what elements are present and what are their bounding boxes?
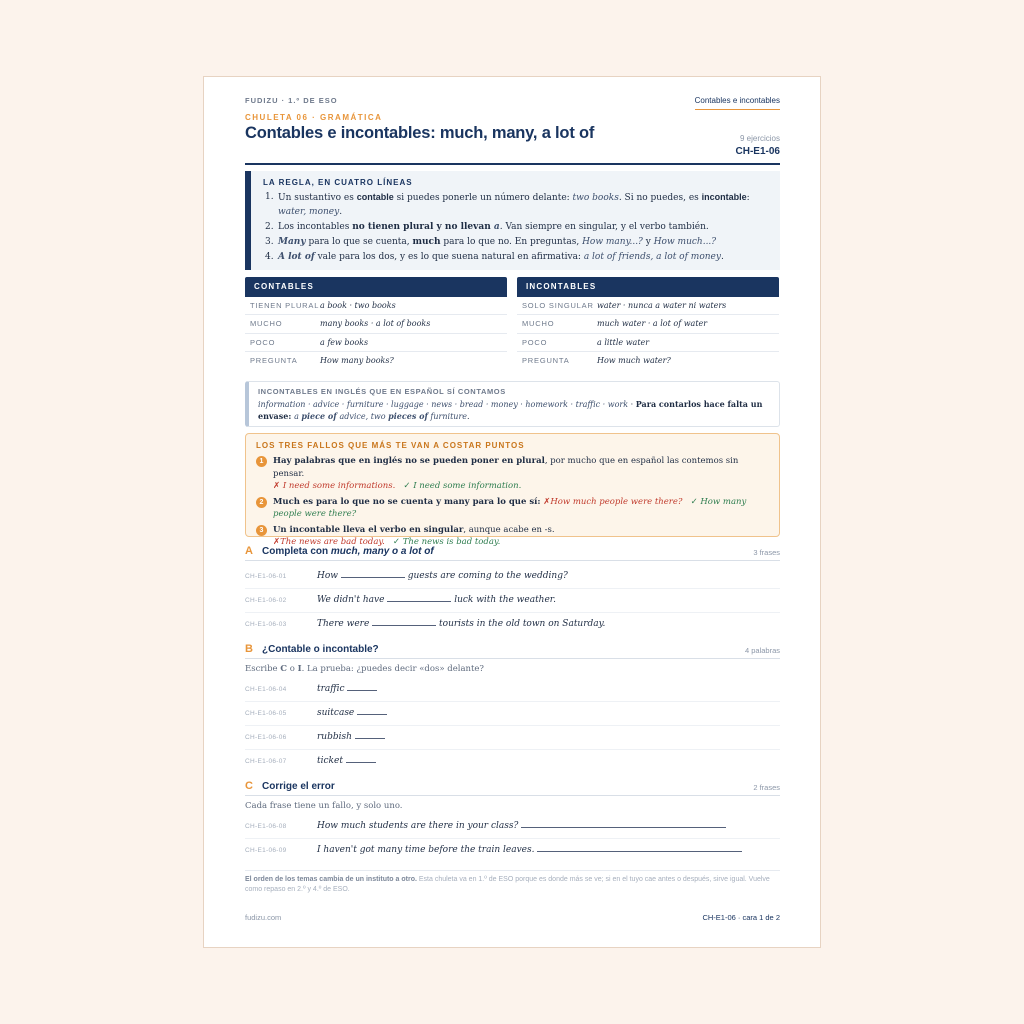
section-letter: B	[245, 643, 253, 655]
header-divider	[245, 163, 780, 165]
footer-note: El orden de los temas cambia de un instituto a otro. Esta chuleta va en 1.º de ESO porque es donde más se ve; si en el tuyo cae antes o después, sirve igual. Vuelve como repaso en 2.º y 4.º de ESO.	[245, 870, 780, 895]
brand-label: FUDIZU · 1.º DE ESO	[245, 96, 338, 105]
answer-blank[interactable]	[355, 731, 385, 739]
sheet-code: CH-E1-06	[735, 146, 780, 157]
rule-list	[263, 191, 768, 264]
section-letter: A	[245, 545, 253, 557]
table-row: TIENEN PLURAL a book · two books	[245, 297, 507, 315]
exercise-row: CH-E1-06-08 How much students are there in your class?	[245, 815, 780, 839]
worksheet-page	[203, 76, 821, 948]
table-row: MUCHO many books · a lot of books	[245, 315, 507, 333]
check-icon: ✓	[392, 537, 401, 547]
number-badge: 3	[256, 525, 267, 536]
answer-blank[interactable]	[357, 707, 387, 715]
section-a-header	[245, 545, 780, 561]
countables-heading: CONTABLES	[245, 277, 507, 297]
exercise-row: CH-E1-06-07 ticket	[245, 750, 780, 774]
note-text: information · advice · furniture · luggage · news · bread · money · homework · traffic · work · Para contarlos hace falta un envase: a piece of advice, two pieces of furniture.	[258, 399, 763, 421]
answer-blank[interactable]	[387, 594, 451, 602]
rule-box	[245, 171, 780, 270]
error-item: 1 Hay palabras que en inglés no se pueden poner en plural, por mucho que en español las contemos sin pensar. ✗ I need some informations. ✓ I need some information.	[256, 455, 769, 493]
common-errors-box	[245, 433, 780, 547]
error-item: 2 Much es para lo que no se cuenta y many para lo que sí: ✗How much people were there? ✓ How many people were there?	[256, 496, 769, 521]
section-title: ¿Contable o incontable?	[262, 644, 379, 655]
section-instructions: Cada frase tiene un fallo, y solo uno.	[245, 801, 403, 811]
uncountables-note	[245, 381, 780, 427]
section-count: 2 frases	[753, 783, 780, 792]
section-instructions: Escribe C o I. La prueba: ¿puedes decir «dos» delante?	[245, 664, 484, 674]
section-b-header	[245, 643, 780, 659]
sheet-kicker: CHULETA 06 · GRAMÁTICA	[245, 113, 383, 122]
table-row: PREGUNTA How much water?	[522, 355, 671, 365]
cross-icon: ✗	[273, 537, 281, 547]
rule-item: 3. Many para lo que se cuenta, much para lo que no. En preguntas, How many...? y How much...?	[265, 236, 717, 247]
uncountables-heading: INCONTABLES	[517, 277, 779, 297]
rule-item: 2. Los incontables no tienen plural y no llevan a. Van siempre en singular, y el verbo también.	[265, 221, 709, 232]
number-badge: 2	[256, 497, 267, 508]
section-count: 4 palabras	[744, 646, 780, 655]
note-heading: INCONTABLES EN INGLÉS QUE EN ESPAÑOL SÍ CONTAMOS	[258, 387, 506, 396]
table-row: POCO a few books	[245, 334, 507, 352]
page-header	[245, 96, 780, 108]
exercise-row: CH-E1-06-05 suitcase	[245, 702, 780, 726]
countables-table	[245, 277, 507, 370]
exercise-row: CH-E1-06-09 I haven't got many time before the train leaves.	[245, 839, 780, 863]
table-row: SOLO SINGULAR water · nunca a water ni waters	[517, 297, 779, 315]
check-icon: ✓	[690, 496, 698, 507]
rule-item: 1. Un sustantivo es contable si puedes ponerle un número delante: two books. Si no puedes, es incontable: water, money.	[265, 192, 750, 217]
section-c-header	[245, 780, 780, 796]
rule-heading: LA REGLA, EN CUATRO LÍNEAS	[263, 178, 413, 187]
topic-link[interactable]: Contables e incontables	[695, 96, 780, 110]
rule-item: 4. A lot of vale para los dos, y es lo que suena natural en afirmativa: a lot of friends, a lot of money.	[265, 251, 724, 262]
cross-icon: ✗	[543, 496, 551, 507]
exercise-row: CH-E1-06-03 There were tourists in the old town on Saturday.	[245, 619, 606, 629]
answer-blank[interactable]	[347, 683, 377, 691]
answer-blank[interactable]	[346, 755, 376, 763]
exercise-row: CH-E1-06-04 traffic	[245, 678, 780, 702]
cross-icon: ✗	[273, 481, 281, 491]
exercise-count: 9 ejercicios	[739, 134, 780, 143]
errors-heading: LOS TRES FALLOS QUE MÁS TE VAN A COSTAR PUNTOS	[256, 441, 525, 450]
exercise-row: CH-E1-06-02 We didn't have luck with the weather.	[245, 589, 780, 613]
section-title: Completa con much, many o a lot of	[262, 546, 434, 557]
site-link[interactable]: fudizu.com	[245, 913, 282, 922]
exercise-row: CH-E1-06-01 How guests are coming to the wedding?	[245, 565, 780, 589]
page-number: CH-E1-06 · cara 1 de 2	[702, 913, 780, 922]
section-count: 3 frases	[753, 548, 780, 557]
table-row: POCO a little water	[517, 334, 779, 352]
number-badge: 1	[256, 456, 267, 467]
uncountables-table	[517, 277, 779, 370]
check-icon: ✓	[403, 481, 411, 491]
answer-blank[interactable]	[372, 618, 436, 626]
section-title: Corrige el error	[262, 781, 335, 792]
page-title: Contables e incontables: much, many, a lot of	[245, 124, 595, 142]
answer-blank[interactable]	[537, 844, 742, 852]
table-row: MUCHO much water · a lot of water	[517, 315, 779, 333]
answer-blank[interactable]	[521, 820, 726, 828]
error-item: 3 Un incontable lleva el verbo en singular, aunque acabe en -s. ✗The news are bad today. ✓ The news is bad today.	[256, 524, 769, 549]
table-row: PREGUNTA How many books?	[250, 355, 394, 365]
exercise-row: CH-E1-06-06 rubbish	[245, 726, 780, 750]
answer-blank[interactable]	[341, 570, 405, 578]
section-letter: C	[245, 780, 253, 792]
